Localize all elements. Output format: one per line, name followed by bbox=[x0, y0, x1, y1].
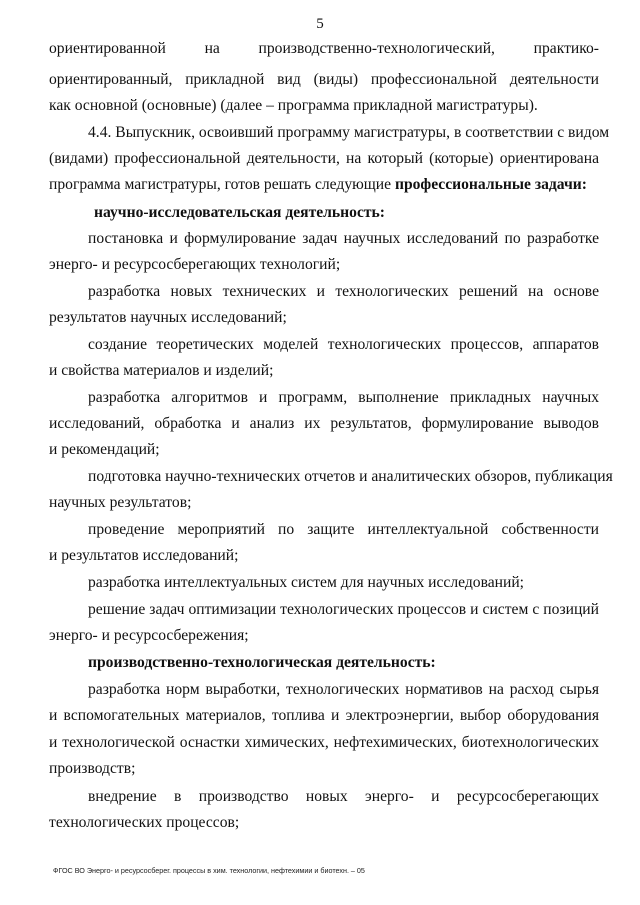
section-heading: научно-исследовательская деятельность: bbox=[94, 204, 385, 221]
text-line: и результатов исследований; bbox=[49, 547, 239, 564]
text-line: как основной (основные) (далее – программа прикладной магистратуры). bbox=[49, 97, 538, 114]
text-line: энерго- и ресурсосбережения; bbox=[49, 627, 249, 644]
text-run: программа магистратуры, готов решать следующие bbox=[49, 176, 395, 193]
text-line: научных результатов; bbox=[49, 494, 192, 511]
text-line: и вспомогательных материалов, топлива и электроэнергии, выбор оборудования bbox=[49, 707, 599, 724]
text-line: исследований, обработка и анализ их результатов, формулирование выводов bbox=[49, 415, 599, 432]
text-line: (видами) профессиональной деятельности, на который (которые) ориентирована bbox=[49, 150, 599, 167]
text-line: решение задач оптимизации технологических процессов и систем с позиций bbox=[88, 601, 599, 618]
section-heading: производственно-технологическая деятельность: bbox=[88, 654, 436, 671]
text-line: и технологической оснастки химических, нефтехимических, биотехнологических bbox=[49, 734, 599, 751]
page-number: 5 bbox=[316, 16, 324, 32]
page-footer: ФГОС ВО Энерго- и ресурсосберег. процессы в хим. технологии, нефтехимии и биотехн. – 05 bbox=[53, 866, 365, 875]
text-line: подготовка научно-технических отчетов и аналитических обзоров, публикация bbox=[88, 468, 613, 485]
text-line: и рекомендаций; bbox=[49, 441, 160, 458]
text-line: ориентированный, прикладной вид (виды) профессиональной деятельности bbox=[49, 71, 599, 88]
text-line: постановка и формулирование задач научных исследований по разработке bbox=[88, 230, 599, 247]
text-line: внедрение в производство новых энерго- и ресурсосберегающих bbox=[88, 788, 599, 805]
text-line: 4.4. Выпускник, освоивший программу магистратуры, в соответствии с видом bbox=[88, 124, 610, 141]
text-line: технологических процессов; bbox=[49, 814, 240, 831]
text-line: производств; bbox=[49, 760, 136, 777]
text-line: создание теоретических моделей технологических процессов, аппаратов bbox=[88, 336, 599, 353]
text-line: разработка норм выработки, технологических нормативов на расход сырья bbox=[88, 681, 599, 698]
text-line: разработка новых технических и технологических решений на основе bbox=[88, 283, 599, 300]
text-line: энерго- и ресурсосберегающих технологий; bbox=[49, 256, 341, 273]
text-line: и свойства материалов и изделий; bbox=[49, 362, 274, 379]
text-line bbox=[49, 177, 599, 193]
text-line: разработка интеллектуальных систем для научных исследований; bbox=[88, 574, 525, 591]
bold-phrase: профессиональные задачи: bbox=[394, 176, 587, 193]
text-line: проведение мероприятий по защите интеллектуальной собственности bbox=[88, 521, 599, 538]
text-line: разработка алгоритмов и программ, выполнение прикладных научных bbox=[88, 389, 599, 406]
text-line: результатов научных исследований; bbox=[49, 309, 287, 326]
text-line: ориентированной на производственно-технологический, практико- bbox=[49, 40, 599, 57]
